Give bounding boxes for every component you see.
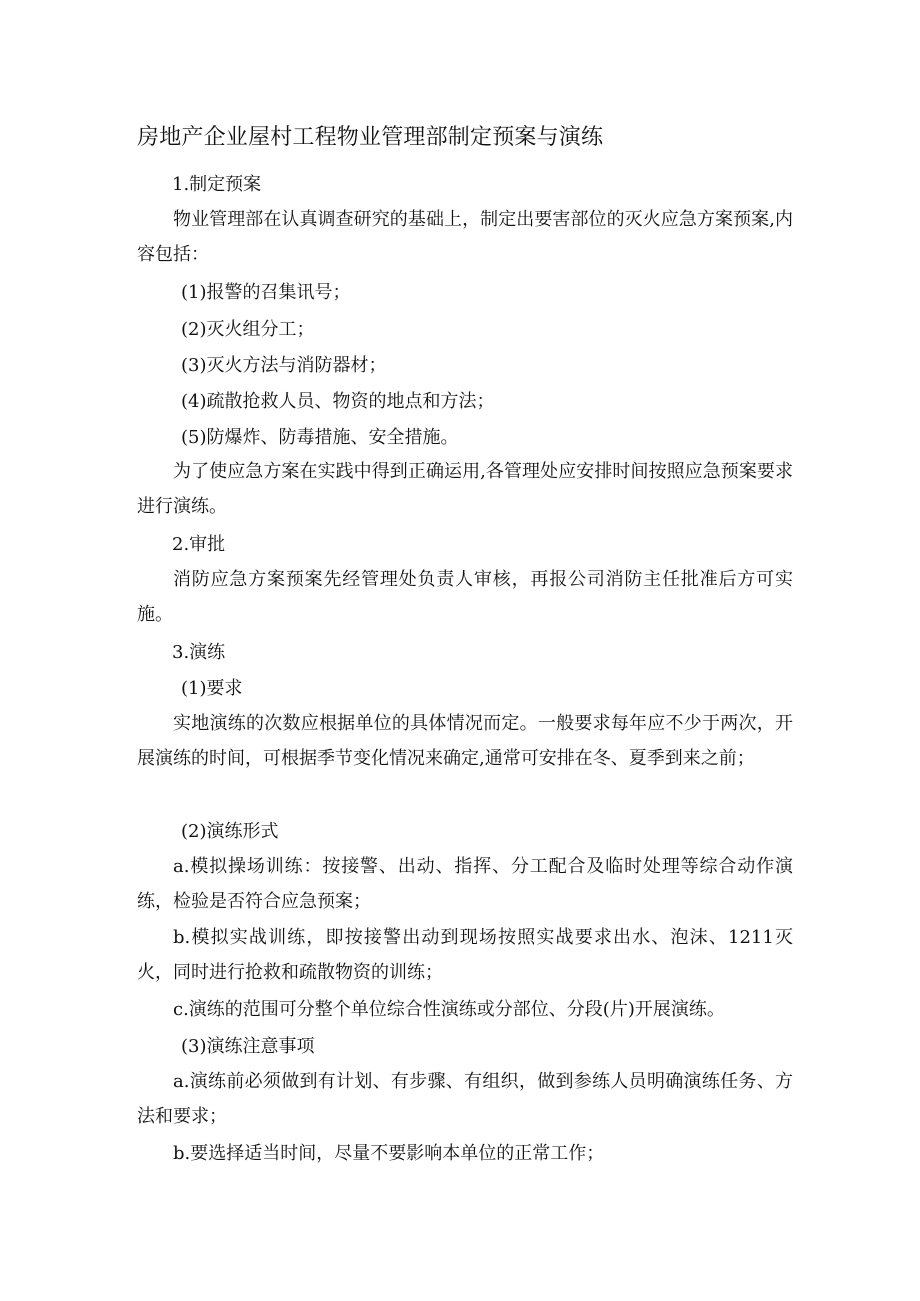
section-3-sub-3-a: a.演练前必须做到有计划、有步骤、有组织，做到参练人员明确演练任务、方法和要求； [137, 1071, 793, 1127]
section-3-sub-1-text: 实地演练的次数应根据单位的具体情况而定。一般要求每年应不少于两次，开展演练的时间，可根据季节变化情况来确定,通常可安排在冬、夏季到来之前； [137, 713, 793, 769]
section-3-sub-3-b: b.要选择适当时间，尽量不要影响本单位的正常工作； [173, 1143, 605, 1164]
section-1-item-1: (1)报警的召集讯号； [181, 282, 351, 303]
section-3-heading: 3.演练 [172, 642, 226, 663]
section-3-sub-2-b: b.模拟实战训练，即按接警出动到现场按照实战要求出水、泡沫、1211灭火，同时进行抢救和疏散物资的训练； [137, 927, 793, 983]
document-title: 房地产企业屋村工程物业管理部制定预案与演练 [137, 125, 604, 150]
section-1-item-2: (2)灭火组分工； [181, 319, 315, 340]
section-3-sub-2-a: a.模拟操场训练：按接警、出动、指挥、分工配合及临时处理等综合动作演练，检验是否符合应急预案； [137, 856, 793, 912]
section-1-item-3: (3)灭火方法与消防器材； [181, 355, 387, 376]
section-3-sub-2-heading: (2)演练形式 [181, 821, 279, 842]
section-3-sub-2-c: c.演练的范围可分整个单位综合性演练或分部位、分段(片)开展演练。 [173, 999, 725, 1020]
section-2-heading: 2.审批 [172, 534, 226, 555]
section-1-item-5: (5)防爆炸、防毒措施、安全措施。 [181, 427, 459, 448]
section-1-intro: 物业管理部在认真调查研究的基础上，制定出要害部位的灭火应急方案预案,内容包括： [137, 209, 793, 265]
section-1-conclusion: 为了使应急方案在实践中得到正确运用,各管理处应安排时间按照应急预案要求进行演练。 [137, 461, 793, 517]
section-1-heading: 1.制定预案 [172, 174, 262, 195]
section-3-sub-3-heading: (3)演练注意事项 [181, 1036, 315, 1057]
section-1-item-4: (4)疏散抢救人员、物资的地点和方法； [181, 391, 495, 412]
section-3-sub-1-heading: (1)要求 [181, 678, 243, 699]
section-2-text: 消防应急方案预案先经管理处负责人审核，再报公司消防主任批准后方可实施。 [137, 569, 793, 625]
